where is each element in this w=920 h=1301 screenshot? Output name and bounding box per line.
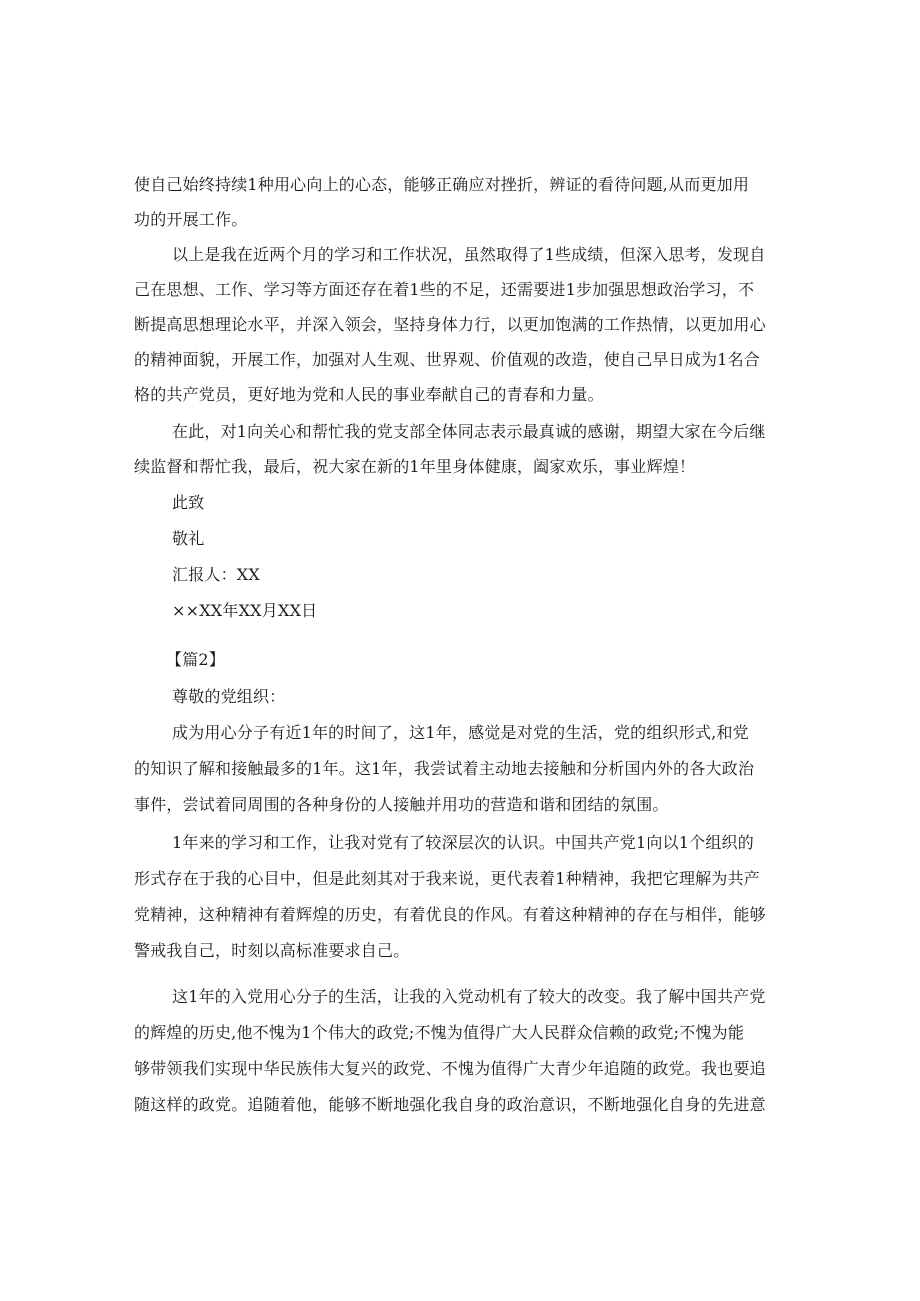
paragraph-2-line-2: 己在思想、工作、学习等方面还存在着1些的不足，还需要进1步加强思想政治学习，不	[134, 280, 755, 299]
paragraph-4-line-1: 成为用心分子有近1年的时间了，这1年，感觉是对党的生活，党的组织形式,和党	[172, 723, 749, 742]
salutation: 尊敬的党组织：	[172, 687, 286, 706]
reporter-name: 汇报人：XX	[172, 565, 260, 584]
paragraph-3-line-1: 在此，对1向关心和帮忙我的党支部全体同志表示最真诚的感谢，期望大家在今后继	[172, 422, 766, 441]
paragraph-5-line-2: 形式存在于我的心目中，但是此刻其对于我来说，更代表着1种精神，我把它理解为共产	[134, 869, 760, 888]
paragraph-1-line-2: 功的开展工作。	[134, 210, 248, 229]
paragraph-2-line-1: 以上是我在近两个月的学习和工作状况，虽然取得了1些成绩，但深入思考，发现自	[172, 245, 766, 264]
closing-cizhi: 此致	[172, 493, 205, 512]
paragraph-6-line-4: 随这样的政党。追随着他，能够不断地强化我自身的政治意识，不断地强化自身的先进意	[134, 1095, 766, 1114]
closing-jingli: 敬礼	[172, 529, 205, 548]
section-tag: 【篇2】	[166, 650, 225, 669]
paragraph-6-line-1: 这1年的入党用心分子的生活，让我的入党动机有了较大的改变。我了解中国共产党	[172, 987, 766, 1006]
paragraph-2-line-5: 格的共产党员，更好地为党和人民的事业奉献自己的青春和力量。	[134, 385, 604, 404]
paragraph-6-line-3: 够带领我们实现中华民族伟大复兴的政党、不愧为值得广大青少年追随的政党。我也要追	[134, 1059, 766, 1078]
paragraph-5-line-1: 1年来的学习和工作，让我对党有了较深层次的认识。中国共产党1向以1个组织的	[172, 833, 754, 852]
paragraph-2-line-3: 断提高思想理论水平，并深入领会，坚持身体力行，以更加饱满的工作热情，以更加用心	[134, 315, 766, 334]
paragraph-3-line-2: 续监督和帮忙我，最后，祝大家在新的1年里身体健康，阖家欢乐，事业辉煌！	[134, 457, 696, 476]
paragraph-2-line-4: 的精神面貌，开展工作，加强对人生观、世界观、价值观的改造，使自己早日成为1名合	[134, 350, 760, 369]
paragraph-1-line-1: 使自己始终持续1种用心向上的心态，能够正确应对挫折，辨证的看待问题,从而更加用	[134, 175, 750, 194]
paragraph-5-line-4: 警戒我自己，时刻以高标准要求自己。	[134, 941, 410, 960]
report-date: ××XX年XX月XX日	[172, 601, 318, 620]
paragraph-4-line-3: 事件，尝试着同周围的各种身份的人接触并用功的营造和谐和团结的氛围。	[134, 795, 669, 814]
paragraph-5-line-3: 党精神，这种精神有着辉煌的历史，有着优良的作风。有着这种精神的存在与相伴，能够	[134, 905, 766, 924]
paragraph-6-line-2: 的辉煌的历史,他不愧为1个伟大的政党;不愧为值得广大人民群众信赖的政党;不愧为能	[134, 1023, 745, 1042]
paragraph-4-line-2: 的知识了解和接触最多的1年。这1年，我尝试着主动地去接触和分析国内外的各大政治	[134, 759, 755, 778]
